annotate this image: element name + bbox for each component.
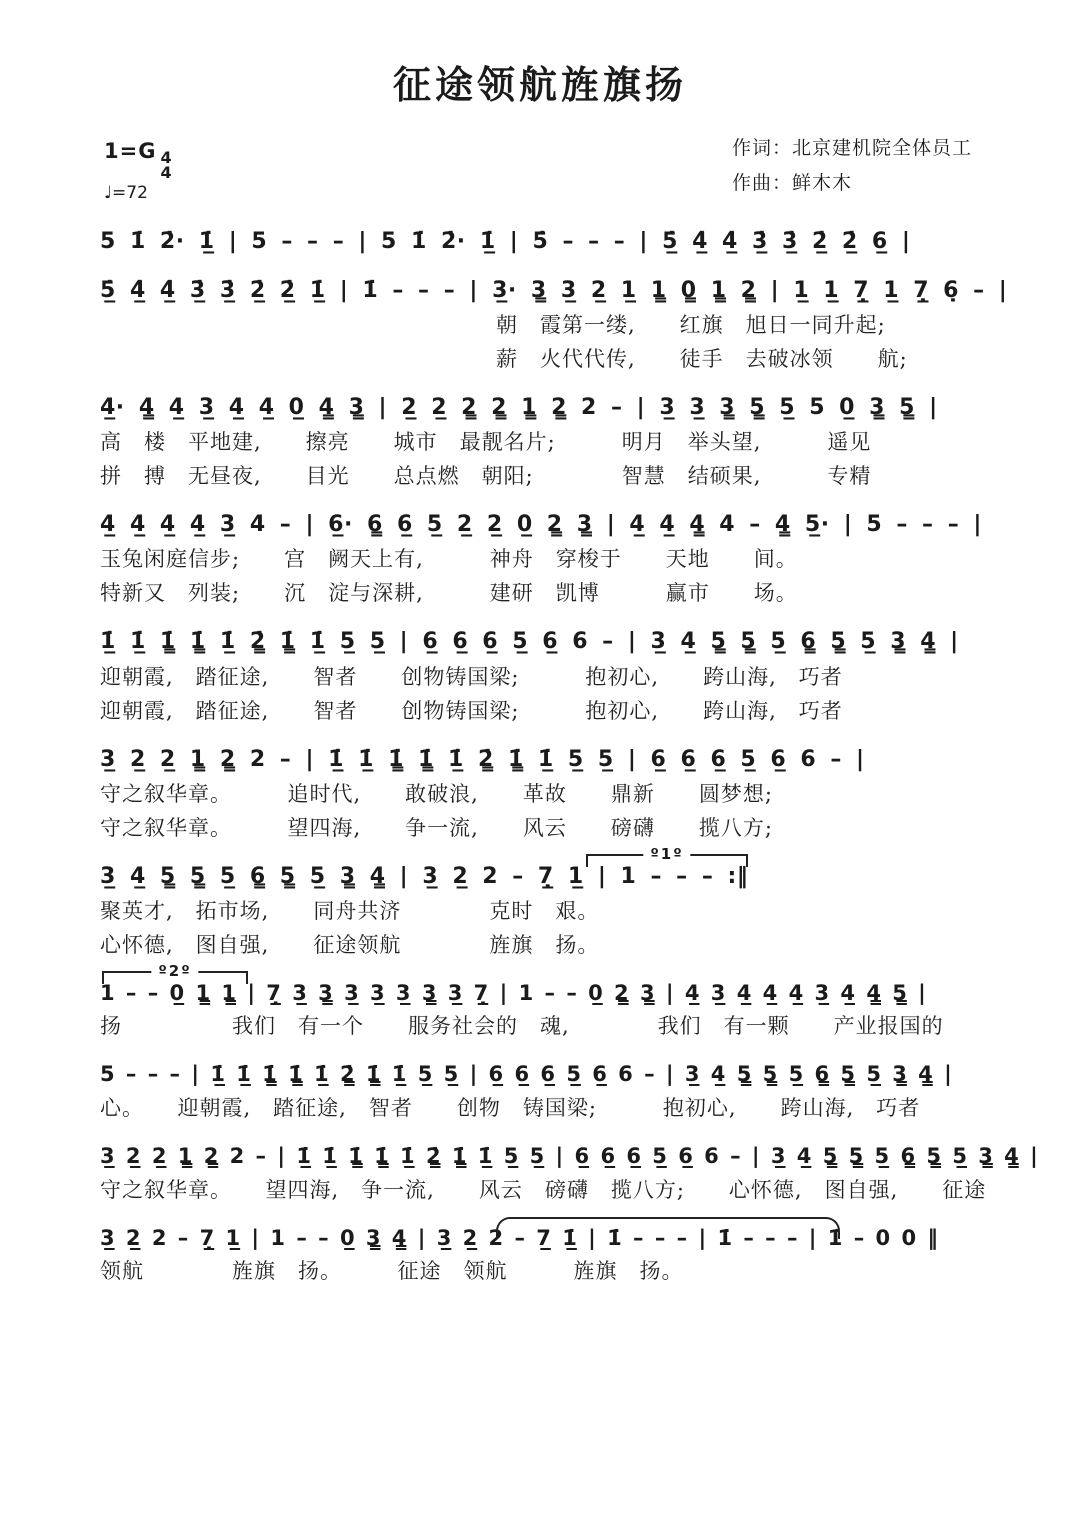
lyric-line: 领航 旌旗 扬。 征途 领航 旌旗 扬。 bbox=[100, 1259, 684, 1284]
lyric-line: 迎朝霞, 踏征途, 智者 创物铸国梁; 抱初心, 跨山海, 巧者 bbox=[100, 664, 843, 689]
song-title: 征途领航旌旗扬 bbox=[392, 62, 687, 107]
tempo-mark: ♩=72 bbox=[104, 183, 148, 203]
lyric-line: 守之叙华章。 望四海, 争一流, 风云 磅礴 揽八方; bbox=[100, 815, 773, 840]
time-signature-top: 4 bbox=[160, 148, 173, 167]
music-system-5 bbox=[100, 625, 980, 727]
lyricist-credit: 作词：北京建机院全体员工 bbox=[731, 137, 972, 159]
notation-line: 4̲· 4̳ 4̲ 3̲ 4̲ 4̲ 0̲ 4̳ 3̳ | 2̲ 2̲ 2̳ 2̳ 1̳ 2̳ 2 – | 3̲ 3̲ 3̳ 5̳ 5̲ 5 0̲ 3̳ 5̳ | bbox=[100, 395, 938, 421]
lyric-line: 特新又 列装; 沉 淀与深耕, 建研 凯博 赢市 场。 bbox=[100, 581, 798, 606]
music-system-3 bbox=[100, 391, 980, 493]
lyric-line: 扬 我们 有一个 服务社会的 魂, 我们 有一颗 产业报国的 bbox=[100, 1014, 944, 1039]
music-system-8 bbox=[100, 961, 980, 1044]
notation-line: 3̲ 2̲ 2̲ 1̳ 2̳ 2 – | 1̲̇ 1̲̇ 1̳̇ 1̳̇ 1̲̇ 2̳̇ 1̳̇ 1̲̇ 5̲ 5̲ | 6̲ 6̲ 6̲ 5̲ 6̲ 6 – | bbox=[100, 746, 865, 772]
volta-second-ending-label: º2º bbox=[151, 962, 198, 980]
music-system-2 bbox=[100, 274, 1008, 376]
volta-first-ending bbox=[586, 844, 748, 867]
music-system-4 bbox=[100, 508, 980, 610]
music-system-6 bbox=[100, 743, 980, 845]
notation-line: 3̲ 4̲ 5̳ 5̳ 5̲ 6̳ 5̳ 5̲ 3̳ 4̳ | 3̲ 2̲ 2 – 7̲̣ 1̲ | 1 – – – :‖ bbox=[100, 863, 749, 889]
notation-line: 1 – – 0̲ 1̳ 1̳ | 7̲̣ 3̲ 3̳ 3̲ 3̲ 3̲ 3̳ 3̲ 7̲̣ | 1 – – 0̲ 2̳ 3̳ | 4̲ 3̲ 4̲ 4̲ 4̲ 3̲ 4̲ 4̳ 5̳ | bbox=[100, 980, 927, 1005]
music-system-7 bbox=[100, 844, 980, 962]
volta-second-ending bbox=[102, 961, 248, 984]
credits-block bbox=[732, 131, 972, 201]
key-label: 1=G bbox=[104, 139, 157, 163]
music-system-9 bbox=[100, 1058, 980, 1125]
notation-line: 3̲ 2̲ 2 – 7̲̣ 1̲ | 1 – – 0̲ 3̳ 4̳ | 3̲ 2̲ 2 – 7̲ 1̲̇ | 1̇ – – – | 1̇ – – – | 1̇ – 0 0 ‖ bbox=[100, 1225, 939, 1250]
time-signature bbox=[160, 148, 173, 183]
final-tie-slur bbox=[496, 1217, 840, 1239]
notation-line: 3̲ 2̲ 2̲ 1̳ 2̳ 2 – | 1̲̇ 1̲̇ 1̳̇ 1̳̇ 1̲̇ 2̳̇ 1̳̇ 1̲̇ 5̲ 5̲ | 6̲ 6̲ 6̲ 5̲ 6̲ 6 – | 3̲ 4̲ 5̳ 5̳ 5̲ 6̳ 5̳ 5̲ 3̳ 4̳ | bbox=[100, 1143, 1039, 1168]
notation-line: 5 1̇ 2̇· 1̲̇ | 5 – – – | 5 1̇ 2̇· 1̲̇ | 5̇ – – – | 5̲̇ 4̲̇ 4̲̇ 3̲̇ 3̲̇ 2̲̇ 2̲̇ 6̲ | bbox=[100, 229, 911, 254]
lyric-line: 玉兔闲庭信步; 宫 阙天上有, 神舟 穿梭于 天地 间。 bbox=[100, 547, 798, 572]
key-signature bbox=[104, 139, 173, 183]
lyric-line: 朝 霞第一缕, 红旗 旭日一同升起; bbox=[100, 313, 886, 338]
lyric-line: 薪 火代代传, 徒手 去破冰领 航; bbox=[100, 347, 908, 372]
music-system-1 bbox=[100, 225, 980, 259]
lyric-line: 心怀德, 图自强, 征途领航 旌旗 扬。 bbox=[100, 932, 600, 957]
music-system-10 bbox=[100, 1140, 1039, 1207]
notation-line: 4̲ 4̲ 4̲ 4̲ 3̲ 4 – | 6̲· 6̳ 6̲ 5̲ 2̲ 2̲ 0̲ 2̳ 3̳ | 4̲ 4̲ 4̳ 4 – 4̳ 5̲· | 5 – – – | bbox=[100, 512, 982, 538]
lyric-line: 迎朝霞, 踏征途, 智者 创物铸国梁; 抱初心, 跨山海, 巧者 bbox=[100, 698, 843, 723]
lyric-line: 守之叙华章。 追时代, 敢破浪, 革故 鼎新 圆梦想; bbox=[100, 781, 773, 806]
lyric-line: 守之叙华章。 望四海, 争一流, 风云 磅礴 揽八方; 心怀德, 图自强, 征途 bbox=[100, 1177, 987, 1202]
notation-line: 5̲̇ 4̲̇ 4̲̇ 3̲̇ 3̲̇ 2̲̇ 2̲̇ 1̲̇ | 1̇ – – – | 3̲· 3̳ 3̲ 2̲ 1̲ 1̳ 0̳ 1̳ 2̳ | 1̲ 1̲ 7̲̣ 1̲ 7̲̣ 6̣ – | bbox=[100, 278, 1008, 304]
lyric-line: 心。 迎朝霞, 踏征途, 智者 创物 铸国梁; 抱初心, 跨山海, 巧者 bbox=[100, 1095, 921, 1120]
header-meta bbox=[100, 139, 980, 217]
lyric-line: 拼 搏 无昼夜, 目光 总点燃 朝阳; 智慧 结硕果, 专精 bbox=[100, 464, 872, 489]
notation-line: 5 – – – | 1̲̇ 1̲̇ 1̳̇ 1̳̇ 1̲̇ 2̳̇ 1̳̇ 1̲̇ 5̲ 5̲ | 6̲ 6̲ 6̲ 5̲ 6̲ 6 – | 3̲ 4̲ 5̳ 5̳ 5̲ 6̳ 5̳ 5̲ 3̳ 4̳ | bbox=[100, 1062, 953, 1087]
lyric-line: 高 楼 平地建, 擦亮 城市 最靓名片; 明月 举头望, 遥见 bbox=[100, 430, 872, 455]
volta-first-ending-label: º1º bbox=[643, 845, 690, 863]
time-signature-bottom: 4 bbox=[160, 163, 173, 183]
composer-credit: 作曲：鲜木木 bbox=[731, 172, 852, 195]
music-system-11 bbox=[100, 1222, 980, 1289]
notation-line: 1̲̇ 1̲̇ 1̳̇ 1̳̇ 1̲̇ 2̳̇ 1̳̇ 1̲̇ 5̲ 5̲ | 6̲ 6̲ 6̲ 5̲ 6̲ 6 – | 3̲ 4̲ 5̳ 5̳ 5̲ 6̳ 5̳ 5̲ 3̳ 4̳ | bbox=[100, 629, 959, 655]
lyric-line: 聚英才, 拓市场, 同舟共济 克时 艰。 bbox=[100, 898, 600, 923]
